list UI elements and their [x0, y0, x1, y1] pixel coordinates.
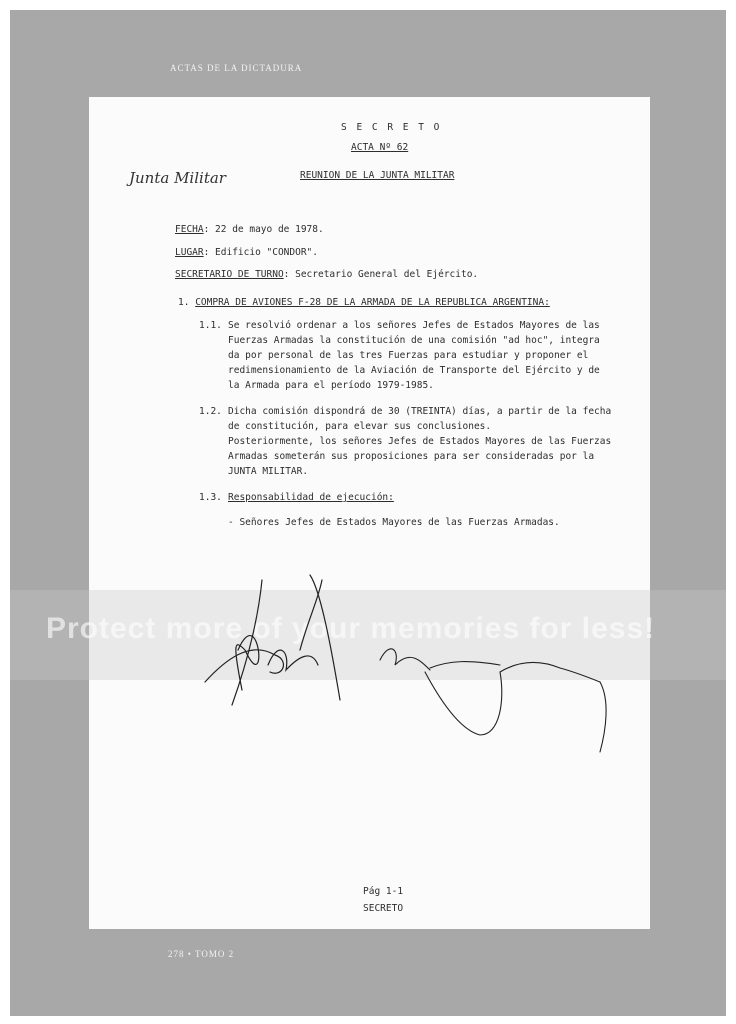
folio: 278 • TOMO 2: [168, 949, 235, 959]
item-1-2-line: JUNTA MILITAR.: [228, 466, 309, 477]
item-1-2-line: Dicha comisión dispondrá de 30 (TREINTA) días, a partir de la fecha: [228, 406, 612, 417]
watermark-text: Protect more of your memories for less!: [46, 612, 656, 645]
issuer-heading: Junta Militar: [129, 169, 226, 187]
item-1-1-line: la Armada para el período 1979-1985.: [228, 380, 434, 391]
item-1-1-line: redimensionamiento de la Aviación de Transporte del Ejército y de: [228, 365, 600, 376]
item-1-1-number: 1.1.: [199, 320, 222, 331]
signature-right: [380, 649, 606, 752]
item-1-3-bullet: - Señores Jefes de Estados Mayores de las Fuerzas Armadas.: [228, 517, 560, 528]
item-1-1-line: Fuerzas Armadas la constitución de una comisión "ad hoc", integra: [228, 335, 600, 346]
item-1-1-line: Se resolvió ordenar a los señores Jefes de Estados Mayores de las: [228, 320, 600, 331]
field-fecha: FECHA: 22 de mayo de 1978.: [175, 224, 324, 235]
field-lugar: LUGAR: Edificio "CONDOR".: [175, 247, 318, 258]
footer-classification: SECRETO: [363, 903, 404, 914]
item-1-2-number: 1.2.: [199, 406, 222, 417]
document-title: REUNION DE LA JUNTA MILITAR: [300, 170, 455, 181]
field-secretario: SECRETARIO DE TURNO: Secretario General del Ejército.: [175, 269, 479, 280]
acta-number: ACTA Nº 62: [351, 142, 409, 153]
item-1-3-number: 1.3.: [199, 492, 222, 503]
running-head: ACTAS DE LA DICTADURA: [170, 63, 303, 73]
signature-left: [205, 575, 340, 705]
item-1-1-line: da por personal de las tres Fuerzas para estudiar y proponer el: [228, 350, 589, 361]
item-1-2-line: de constitución, para elevar sus conclusiones.: [228, 421, 492, 432]
item-1: 1. COMPRA DE AVIONES F-28 DE LA ARMADA DE LA REPUBLICA ARGENTINA:: [178, 297, 550, 308]
item-1-2-line: Armadas someterán sus proposiciones para ser consideradas por la: [228, 451, 595, 462]
item-1-2-line: Posteriormente, los señores Jefes de Estados Mayores de las Fuerzas: [228, 436, 612, 447]
page-number: Pág 1-1: [363, 886, 404, 897]
classification-header: S E C R E T O: [341, 122, 442, 133]
item-1-3-heading: Responsabilidad de ejecución:: [228, 492, 394, 503]
